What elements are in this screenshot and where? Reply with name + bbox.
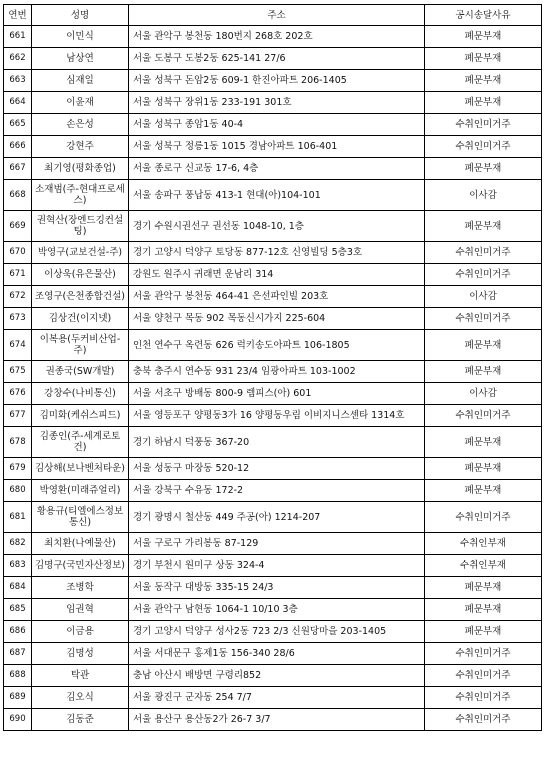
table-row: [4, 502, 542, 533]
table-row: [4, 405, 542, 427]
row-name: 조영구(은천종합건설): [32, 286, 129, 308]
row-number: 682: [4, 533, 32, 555]
row-number: 662: [4, 48, 32, 70]
row-reason: 수취인미거주: [425, 114, 542, 136]
row-address: 서울 구로구 가리봉동 87-129: [129, 533, 425, 555]
row-number: 681: [4, 502, 32, 533]
row-name: 김명구(국민자산정보): [32, 555, 129, 577]
table-row: [4, 599, 542, 621]
row-number: 668: [4, 180, 32, 211]
row-name: 이민식: [32, 26, 129, 48]
row-name: 이금용: [32, 621, 129, 643]
table-row: [4, 26, 542, 48]
row-address: 서울 도봉구 도봉2동 625-141 27/6: [129, 48, 425, 70]
table-row: [4, 427, 542, 458]
row-number: 673: [4, 308, 32, 330]
table-row: [4, 330, 542, 361]
row-number: 676: [4, 383, 32, 405]
row-reason: 폐문부재: [425, 70, 542, 92]
header-no: 연번: [4, 5, 32, 26]
row-address: 서울 성북구 장위1동 233-191 301호: [129, 92, 425, 114]
row-number: 677: [4, 405, 32, 427]
table-row: [4, 361, 542, 383]
row-name: 강현주: [32, 136, 129, 158]
row-name: 김미화(케쉬스피드): [32, 405, 129, 427]
row-number: 684: [4, 577, 32, 599]
row-address: 경기 부천시 원미구 상동 324-4: [129, 555, 425, 577]
row-address: 서울 동작구 대방동 335-15 24/3: [129, 577, 425, 599]
row-name: 최기영(평화종업): [32, 158, 129, 180]
row-address: 서울 영등포구 양평동3가 16 양평동우림 이비지니스센타 1314호: [129, 405, 425, 427]
table-row: [4, 383, 542, 405]
table-row: [4, 242, 542, 264]
row-address: 경기 수원시권선구 권선동 1048-10, 1층: [129, 211, 425, 242]
table-row: [4, 286, 542, 308]
row-address: 서울 용산구 용산동2가 26-7 3/7: [129, 709, 425, 731]
row-number: 675: [4, 361, 32, 383]
row-number: 663: [4, 70, 32, 92]
table-row: [4, 533, 542, 555]
row-address: 경기 하남시 덕풍동 367-20: [129, 427, 425, 458]
row-name: 권혁산(장엔드깅컨설팅): [32, 211, 129, 242]
table-row: [4, 136, 542, 158]
row-reason: 폐문부재: [425, 330, 542, 361]
service-roster-table: [3, 4, 542, 731]
row-reason: 폐문부재: [425, 92, 542, 114]
row-name: 조병학: [32, 577, 129, 599]
row-name: 강창수(나비통신): [32, 383, 129, 405]
row-number: 666: [4, 136, 32, 158]
row-address: 충북 충주시 연수동 931 23/4 임광아파트 103-1002: [129, 361, 425, 383]
row-reason: 수취인미거주: [425, 709, 542, 731]
table-row: [4, 264, 542, 286]
row-name: 권종국(SW개발): [32, 361, 129, 383]
table-row: [4, 180, 542, 211]
row-address: 충남 아산시 배방면 구령리852: [129, 665, 425, 687]
row-reason: 폐문부재: [425, 427, 542, 458]
header-address: 주소: [129, 5, 425, 26]
row-number: 667: [4, 158, 32, 180]
row-reason: 이사감: [425, 180, 542, 211]
row-reason: 수취인미거주: [425, 665, 542, 687]
table-row: [4, 211, 542, 242]
header-reason: 공시송달사유: [425, 5, 542, 26]
header-name: 성명: [32, 5, 129, 26]
row-name: 이윤재: [32, 92, 129, 114]
row-address: 경기 고양시 덕양구 성사2동 723 2/3 신원당마을 203-1405: [129, 621, 425, 643]
row-reason: 폐문부재: [425, 480, 542, 502]
row-number: 678: [4, 427, 32, 458]
row-name: 김상건(이지넷): [32, 308, 129, 330]
table-row: [4, 308, 542, 330]
table-row: [4, 92, 542, 114]
row-address: 서울 서초구 방배동 800-9 렘피스(아) 601: [129, 383, 425, 405]
row-number: 664: [4, 92, 32, 114]
table-row: [4, 709, 542, 731]
row-number: 672: [4, 286, 32, 308]
table-row: [4, 555, 542, 577]
row-reason: 수취인미거주: [425, 264, 542, 286]
row-address: 경기 고양시 덕양구 토당동 877-12호 신영빌딩 5층3호: [129, 242, 425, 264]
row-number: 683: [4, 555, 32, 577]
row-reason: 수취인미거주: [425, 687, 542, 709]
row-reason: 수취인미거주: [425, 502, 542, 533]
row-reason: 폐문부재: [425, 621, 542, 643]
row-address: 서울 성북구 종암1동 40-4: [129, 114, 425, 136]
row-number: 689: [4, 687, 32, 709]
table-row: [4, 48, 542, 70]
row-name: 최치환(나예물산): [32, 533, 129, 555]
row-number: 690: [4, 709, 32, 731]
row-name: 이복용(두커비산업-주): [32, 330, 129, 361]
table-row: [4, 577, 542, 599]
row-address: 서울 종로구 신교동 17-6, 4층: [129, 158, 425, 180]
row-address: 서울 관악구 봉천동 180번지 268호 202호: [129, 26, 425, 48]
row-name: 김오식: [32, 687, 129, 709]
row-number: 671: [4, 264, 32, 286]
row-name: 심재일: [32, 70, 129, 92]
row-number: 674: [4, 330, 32, 361]
row-name: 김상해(보나벤처타운): [32, 458, 129, 480]
row-name: 이상욱(유은물산): [32, 264, 129, 286]
row-reason: 수취인부재: [425, 533, 542, 555]
row-address: 강원도 원주시 귀래면 운남리 314: [129, 264, 425, 286]
row-reason: 수취인미거주: [425, 242, 542, 264]
row-reason: 폐문부재: [425, 26, 542, 48]
row-reason: 폐문부재: [425, 361, 542, 383]
row-name: 김동준: [32, 709, 129, 731]
row-number: 670: [4, 242, 32, 264]
row-address: 서울 강북구 수유동 172-2: [129, 480, 425, 502]
row-reason: 수취인미거주: [425, 308, 542, 330]
row-address: 인천 연수구 옥련동 626 럭키송도아파트 106-1805: [129, 330, 425, 361]
row-reason: 이사감: [425, 286, 542, 308]
table-header: [4, 5, 542, 26]
row-name: 박영환(미래쥬얼리): [32, 480, 129, 502]
table-row: [4, 687, 542, 709]
row-reason: 수취인미거주: [425, 136, 542, 158]
table-row: [4, 643, 542, 665]
row-reason: 폐문부재: [425, 599, 542, 621]
row-reason: 폐문부재: [425, 158, 542, 180]
row-name: 탁관: [32, 665, 129, 687]
table-row: [4, 480, 542, 502]
row-number: 665: [4, 114, 32, 136]
row-address: 서울 서대문구 홍제1동 156-340 28/6: [129, 643, 425, 665]
table-row: [4, 158, 542, 180]
row-name: 손은성: [32, 114, 129, 136]
row-name: 김명성: [32, 643, 129, 665]
row-address: 서울 성북구 돈암2동 609-1 한진아파트 206-1405: [129, 70, 425, 92]
row-address: 서울 성북구 정릉1동 1015 경남아파트 106-401: [129, 136, 425, 158]
row-reason: 폐문부재: [425, 577, 542, 599]
row-name: 김종인(주-세계로토건): [32, 427, 129, 458]
row-address: 서울 송파구 풍납동 413-1 현대(아)104-101: [129, 180, 425, 211]
row-name: 소재범(주-현대프로세스): [32, 180, 129, 211]
row-address: 서울 양천구 목동 902 목동신시가지 225-604: [129, 308, 425, 330]
row-number: 661: [4, 26, 32, 48]
row-number: 680: [4, 480, 32, 502]
row-reason: 수취인부재: [425, 555, 542, 577]
row-number: 687: [4, 643, 32, 665]
row-reason: 이사감: [425, 383, 542, 405]
row-address: 서울 관악구 남현동 1064-1 10/10 3층: [129, 599, 425, 621]
row-address: 서울 광진구 군자동 254 7/7: [129, 687, 425, 709]
row-reason: 폐문부재: [425, 211, 542, 242]
table-row: [4, 665, 542, 687]
row-reason: 폐문부재: [425, 48, 542, 70]
row-reason: 수취인미거주: [425, 643, 542, 665]
row-address: 서울 성동구 마장동 520-12: [129, 458, 425, 480]
row-number: 688: [4, 665, 32, 687]
row-address: 경기 광명시 철산동 449 주공(아) 1214-207: [129, 502, 425, 533]
table-row: [4, 621, 542, 643]
row-reason: 폐문부재: [425, 458, 542, 480]
row-name: 황용규(티엘에스정보통신): [32, 502, 129, 533]
row-number: 669: [4, 211, 32, 242]
table-body: [4, 26, 542, 731]
row-name: 남상연: [32, 48, 129, 70]
row-number: 685: [4, 599, 32, 621]
row-reason: 수취인미거주: [425, 405, 542, 427]
row-name: 박영구(교보건설-주): [32, 242, 129, 264]
row-address: 서울 관악구 봉천동 464-41 은선파인빌 203호: [129, 286, 425, 308]
table-row: [4, 70, 542, 92]
table-row: [4, 458, 542, 480]
row-number: 686: [4, 621, 32, 643]
row-number: 679: [4, 458, 32, 480]
table-row: [4, 114, 542, 136]
row-name: 임권혁: [32, 599, 129, 621]
